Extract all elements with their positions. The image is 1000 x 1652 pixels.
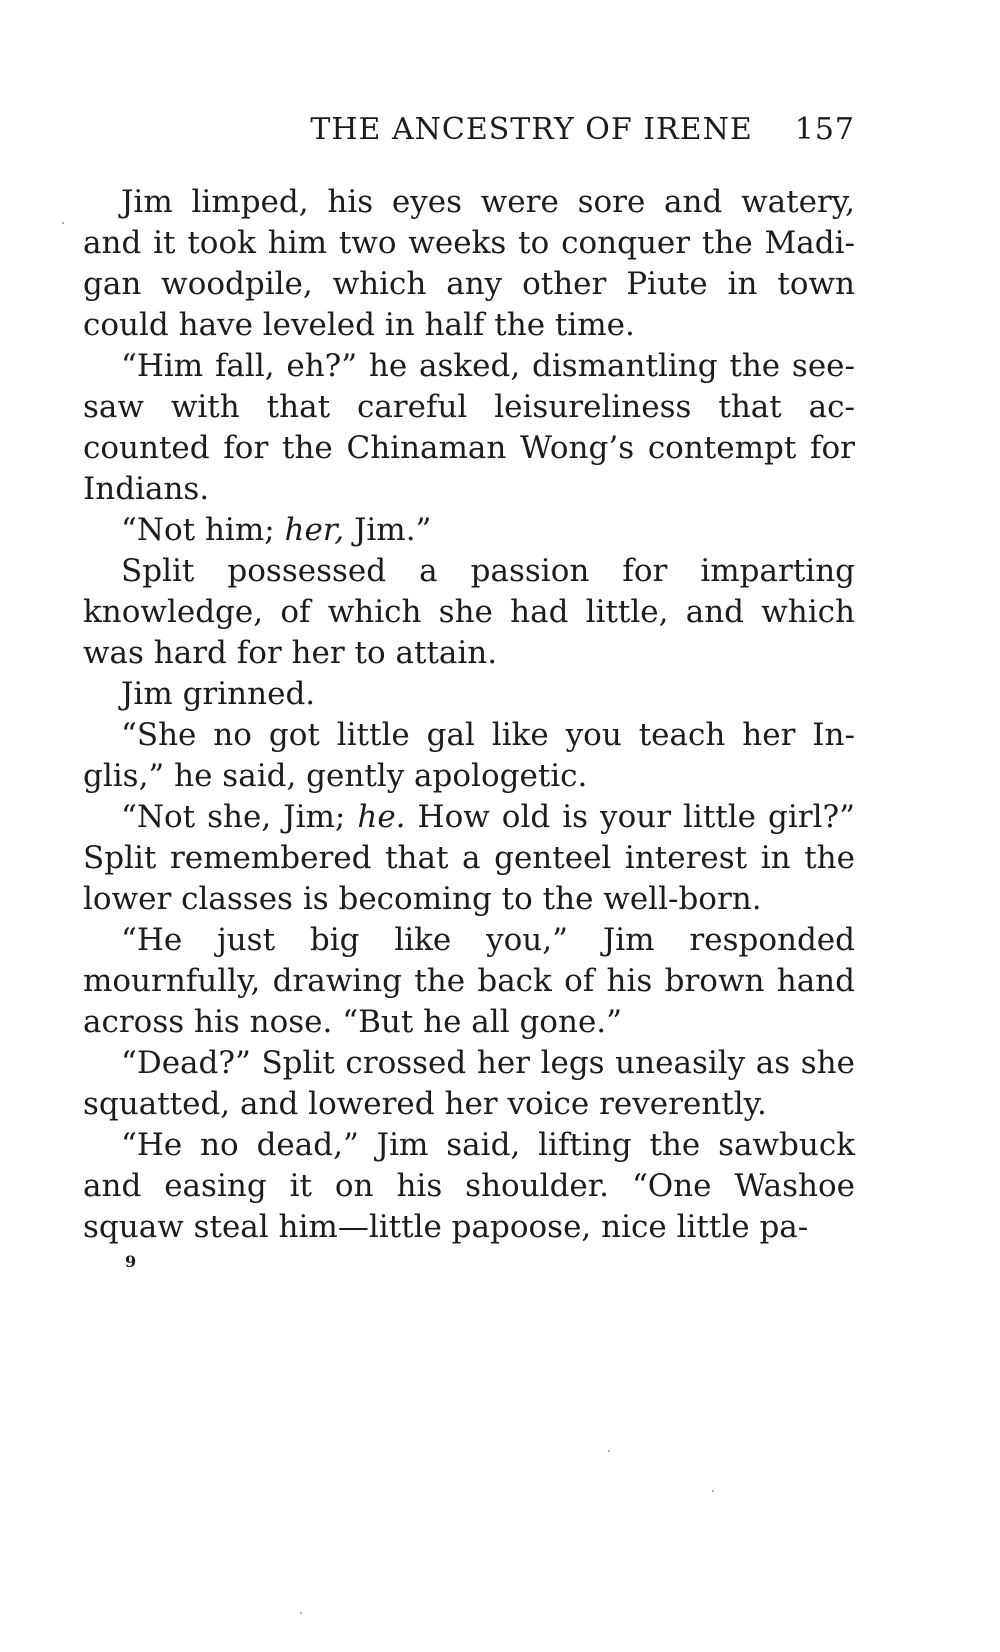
- emphasis: he.: [357, 799, 406, 835]
- paragraph: “He just big like you,” Jim responded mournfully, drawing the back of his brown hand across his nose. “But he all gone.”: [83, 922, 855, 1040]
- paragraph: “He no dead,” Jim said, lifting the sawbuck and easing it on his shoulder. “One Washoe squaw steal him—little papoose, nice little pa-: [83, 1127, 855, 1245]
- emphasis: her,: [284, 512, 345, 548]
- paragraph-text: How old is your little girl?” Split remembered that a genteel interest in the lower classes is becoming to the well-born.: [83, 799, 855, 917]
- paper-speck: [712, 1490, 714, 1492]
- book-page: [83, 112, 855, 1271]
- body-text: [83, 182, 855, 1248]
- paragraph-text: “Not him;: [121, 512, 285, 548]
- paragraph-text: Jim.”: [344, 512, 432, 548]
- paper-speck: [608, 1450, 610, 1452]
- paragraph-text: “Not she, Jim;: [121, 799, 358, 835]
- paragraph: [83, 510, 855, 551]
- paragraph: “Him fall, eh?” he asked, dismantling the see-saw with that careful leisureliness that accounted for the Chinaman Wong’s contempt for Indians.: [83, 348, 855, 507]
- paragraph: Jim limped, his eyes were sore and watery, and it took him two weeks to conquer the Madigan woodpile, which any other Piute in town could have leveled in half the time.: [83, 184, 855, 343]
- running-head: [83, 112, 855, 166]
- paragraph: Jim grinned.: [121, 676, 316, 712]
- paragraph: Split possessed a passion for imparting knowledge, of which she had little, and which was hard for her to attain.: [83, 553, 855, 671]
- running-title: THE ANCESTRY OF IRENE: [310, 112, 753, 147]
- paragraph: [83, 797, 855, 920]
- paragraph: “Dead?” Split crossed her legs uneasily as she squatted, and lowered her voice reverently.: [83, 1045, 855, 1122]
- paragraph: “She no got little gal like you teach her Inglis,” he said, gently apologetic.: [83, 717, 855, 794]
- page-number: 157: [794, 112, 855, 147]
- paper-speck: [300, 1612, 302, 1614]
- paper-speck: [62, 222, 64, 224]
- signature-mark: 9: [125, 1252, 137, 1271]
